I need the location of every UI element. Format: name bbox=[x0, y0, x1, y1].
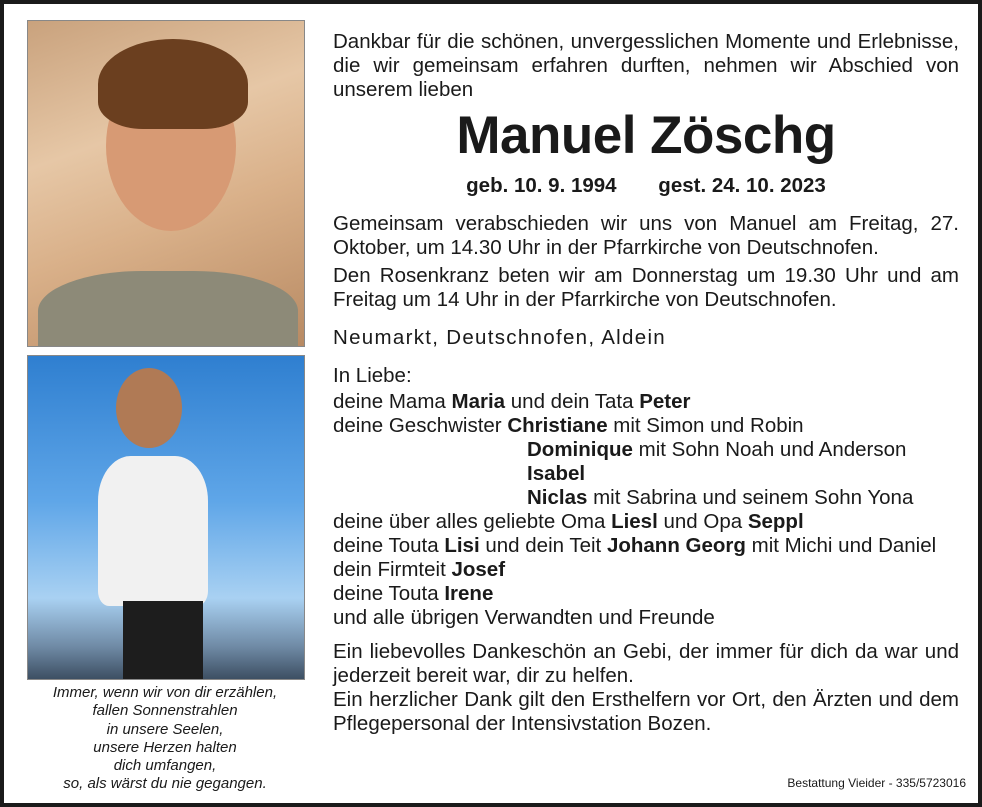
thanks-gebi: Ein liebevolles Dankeschön an Gebi, der immer für dich da war und jederzeit bereit war, dir zu helfen. bbox=[333, 640, 959, 687]
thanks-helpers: Ein herzlicher Dank gilt den Ersthelfern vor Ort, den Ärzten und dem Pflegepersonal der Intensivstation Bozen. bbox=[333, 688, 959, 735]
in-love-heading: In Liebe: bbox=[333, 364, 412, 387]
funeral-info: Gemeinsam verabschieden wir uns von Manuel am Freitag, 27. Oktober, um 14.30 Uhr in der Pfarrkirche von Deutschnofen. bbox=[333, 212, 959, 259]
family-line bbox=[333, 510, 959, 534]
poem-line: fallen Sonnenstrahlen bbox=[92, 702, 238, 720]
deceased-name: Manuel Zöschg bbox=[456, 106, 836, 165]
name: Peter bbox=[639, 390, 691, 413]
text: deine Touta bbox=[333, 582, 445, 605]
funeral-home-credit: Bestattung Vieider - 335/5723016 bbox=[787, 776, 966, 790]
poem-line: so, als wärst du nie gegangen. bbox=[63, 775, 267, 793]
name: Irene bbox=[444, 582, 494, 605]
poem bbox=[27, 684, 303, 794]
name: Niclas bbox=[527, 486, 588, 509]
text: deine Mama bbox=[333, 390, 452, 413]
family-line bbox=[333, 558, 959, 582]
family-line bbox=[333, 438, 959, 462]
intro-text: Dankbar für die schönen, unvergesslichen Momente und Erlebnisse, die wir gemeinsam erfahren durften, nehmen wir Abschied von unserem lieben bbox=[333, 30, 959, 101]
text: mit Simon und Robin bbox=[607, 414, 804, 437]
name: Maria bbox=[451, 390, 506, 413]
portrait-photo bbox=[27, 20, 305, 347]
photo-legs bbox=[123, 601, 203, 680]
poem-line: unsere Herzen halten bbox=[93, 738, 237, 756]
family-line bbox=[333, 582, 959, 606]
name: Lisi bbox=[444, 534, 480, 557]
birth-date: geb. 10. 9. 1994 bbox=[466, 174, 617, 197]
family-line bbox=[333, 390, 959, 414]
photo-hair bbox=[98, 39, 248, 129]
death-date: gest. 24. 10. 2023 bbox=[658, 174, 826, 197]
poem-line: in unsere Seelen, bbox=[106, 720, 224, 738]
text: deine über alles geliebte Oma bbox=[333, 510, 612, 533]
text: mit Sohn Noah und Anderson bbox=[632, 438, 907, 461]
photo-body bbox=[98, 456, 208, 606]
poem-line: Immer, wenn wir von dir erzählen, bbox=[52, 684, 278, 701]
name: Liesl bbox=[611, 510, 658, 533]
text: und dein Tata bbox=[505, 390, 640, 413]
name: Seppl bbox=[747, 510, 804, 533]
text: mit Michi und Daniel bbox=[745, 534, 937, 557]
photo-head bbox=[116, 368, 182, 448]
name: Johann Georg bbox=[606, 534, 746, 557]
photo-shirt bbox=[38, 271, 298, 347]
family-line bbox=[333, 534, 959, 558]
name: Dominique bbox=[527, 438, 633, 461]
text: dein Firmteit bbox=[333, 558, 452, 581]
name: Isabel bbox=[527, 462, 586, 485]
notice-text bbox=[333, 30, 959, 736]
places: Neumarkt, Deutschnofen, Aldein bbox=[333, 326, 666, 349]
text: und Opa bbox=[657, 510, 748, 533]
family-line bbox=[333, 486, 959, 510]
text: deine Geschwister bbox=[333, 414, 508, 437]
rosary-info: Den Rosenkranz beten wir am Donnerstag um 19.30 Uhr und am Freitag um 14 Uhr in der Pfarrkirche von Deutschnofen. bbox=[333, 264, 959, 311]
family-line bbox=[333, 414, 959, 438]
name: Josef bbox=[451, 558, 506, 581]
text: mit Sabrina und seinem Sohn Yona bbox=[587, 486, 914, 509]
text: deine Touta bbox=[333, 534, 445, 557]
text: und dein Teit bbox=[479, 534, 607, 557]
family-line: und alle übrigen Verwandten und Freunde bbox=[333, 606, 715, 629]
life-dates bbox=[333, 174, 959, 198]
name: Christiane bbox=[507, 414, 608, 437]
poem-line: dich umfangen, bbox=[113, 757, 217, 775]
outdoor-photo bbox=[27, 355, 305, 680]
family-line bbox=[333, 462, 959, 486]
